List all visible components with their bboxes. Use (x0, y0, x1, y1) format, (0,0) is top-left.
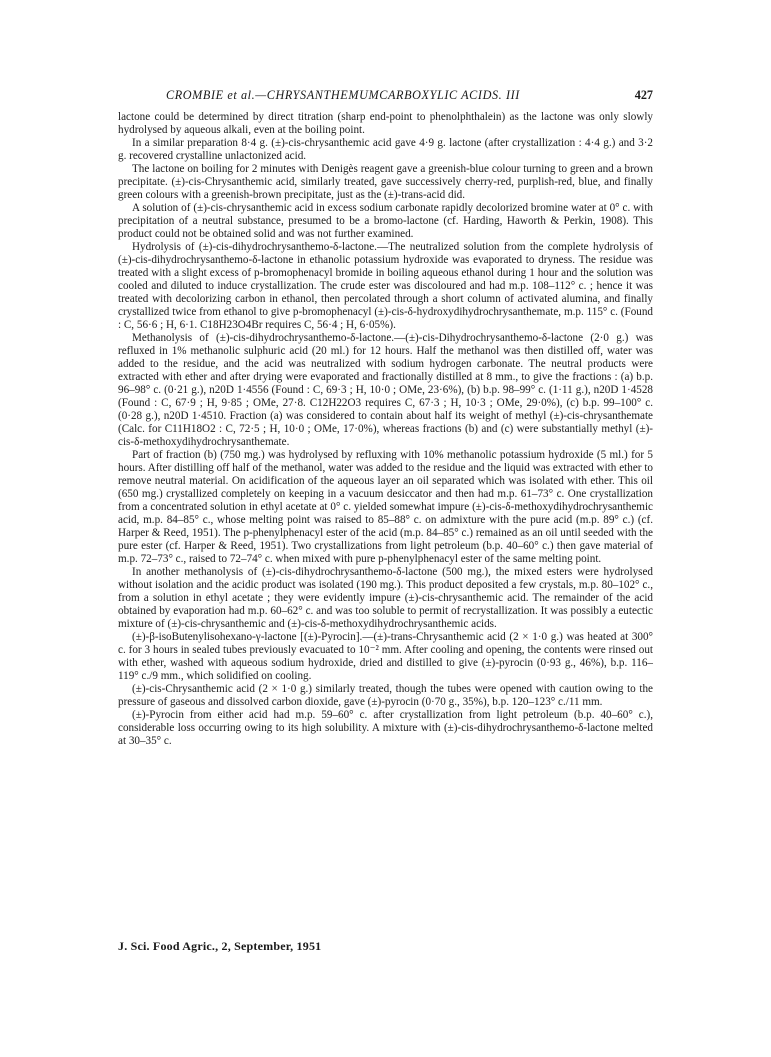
paragraph-pyrocin-mp: (±)-Pyrocin from either acid had m.p. 59–60° c. after crystallization from light petroleum (b.p. 40–60° c.), considerable loss occurring owing to its high solubility. A mixture with (±)-cis-dihydrochrysanthemo-δ-lactone melted at 30–35° c. (118, 709, 653, 747)
running-title: CROMBIE et al.—CHRYSANTHEMUMCARBOXYLIC ACIDS. III (166, 88, 520, 102)
paragraph-methanolysis: Methanolysis of (±)-cis-dihydrochrysanthemo-δ-lactone.—(±)-cis-Dihydrochrysanthemo-δ-lactone (2·0 g.) was refluxed in 1% methanolic sulphuric acid (20 ml.) for 12 hours. Half the methanol was then distilled off, water was added to the residue, and the acid was neutralized with sodium hydrogen carbonate. The neutral products were extracted with ether and after drying were evaporated and fractionally distilled at 8 mm., to give the fractions : (a) b.p. 96–98° c. (0·21 g.), n20D 1·4556 (Found : C, 69·3 ; H, 10·0 ; OMe, 23·6%), (b) b.p. 98–99° c. (1·11 g.), n20D 1·4528 (Found : C, 67·9 ; H, 9·85 ; OMe, 27·8. C12H22O3 requires C, 67·3 ; H, 10·3 ; OMe, 29·0%), (c) b.p. 99–100° c. (0·28 g.), n20D 1·4510. Fraction (a) was considered to contain about half its weight of methyl (±)-cis-chrysanthemate (Calc. for C11H18O2 : C, 72·5 ; H, 10·0 ; OMe, 17·0%), whereas fractions (b) and (c) were substantially methyl (±)-cis-δ-methoxydihydrochrysanthemate. (118, 332, 653, 448)
page-number: 427 (634, 88, 653, 102)
journal-footer: J. Sci. Food Agric., 2, September, 1951 (118, 939, 322, 953)
paragraph-deniges-reagent: The lactone on boiling for 2 minutes with Denigès reagent gave a greenish-blue colour turning to green and a brown precipitate. (±)-cis-Chrysanthemic acid, similarly treated, gave successively cherry-red, purplish-red, blue, and finally green colours with a greenish-brown precipitate, just as the (±)-trans-acid did. (118, 163, 653, 201)
paragraph-hydrolysis: Hydrolysis of (±)-cis-dihydrochrysanthemo-δ-lactone.—The neutralized solution from the complete hydrolysis of (±)-cis-dihydrochrysanthemo-δ-lactone in ethanolic potassium hydroxide was evaporated to dryness. The residue was treated with a slight excess of p-bromophenacyl bromide in boiling aqueous ethanol during 1 hour and the solution was cooled and diluted to induce crystallization. The crude ester was discoloured and had m.p. 108–112° c. ; hence it was treated with decolorizing carbon in ethanol, then percolated through a short column of activated alumina, and finally crystallized twice from ethanol to give p-bromophenacyl (±)-cis-δ-hydroxydihydrochrysanthemate, m.p. 115° c. (Found : C, 56·6 ; H, 6·1. C18H23O4Br requires C, 56·4 ; H, 6·05%). (118, 241, 653, 331)
paragraph-lactone-titration: lactone could be determined by direct titration (sharp end-point to phenolphthalein) as the lactone was only slowly hydrolysed by aqueous alkali, even at the boiling point. (118, 111, 653, 136)
paragraph-cis-acid: (±)-cis-Chrysanthemic acid (2 × 1·0 g.) similarly treated, though the tubes were opened with caution owing to the pressure of gaseous and dissolved carbon dioxide, gave (±)-pyrocin (0·70 g., 35%), b.p. 120–123° c./11 mm. (118, 683, 653, 708)
paragraph-bromine-water: A solution of (±)-cis-chrysanthemic acid in excess sodium carbonate rapidly decolorized bromine water at 0° c. with precipitation of a neutral substance, presumed to be a bromo-lactone (cf. Harding, Haworth & Perkin, 1908). This product could not be obtained solid and was not further examined. (118, 202, 653, 240)
paragraph-fraction-b: Part of fraction (b) (750 mg.) was hydrolysed by refluxing with 10% methanolic potassium hydroxide (5 ml.) for 5 hours. After distilling off half of the methanol, water was added to the residue and the liquid was extracted with ether to remove neutral material. On acidification of the aqueous layer an oil separated which was isolated with ether. This oil (650 mg.) crystallized completely on keeping in a vacuum desiccator and then had m.p. 61–73° c. One crystallization from a concentrated solution in ethyl acetate at 0° c. yielded somewhat impure (±)-cis-δ-methoxydihydrochrysanthemic acid, m.p. 84–85° c., whose melting point was raised to 85–88° c. on admixture with the pure acid (m.p. 89° c.) (cf. Harper & Reed, 1951). The p-phenylphenacyl ester of the acid (m.p. 84–85° c.) remained as an oil until seeded with the pure ester (cf. Harper & Reed, 1951). Two crystallizations from light petroleum (b.p. 40–60° c.) then gave material of m.p. 72–73° c., raised to 72–74° c. when mixed with pure p-phenylphenacyl ester of the same melting point. (118, 449, 653, 565)
paragraph-similar-preparation: In a similar preparation 8·4 g. (±)-cis-chrysanthemic acid gave 4·9 g. lactone (after crystallization : 4·4 g.) and 3·2 g. recovered crystalline unlactonized acid. (118, 137, 653, 162)
paragraph-pyrocin: (±)-β-isoButenylisohexano-γ-lactone [(±)-Pyrocin].—(±)-trans-Chrysanthemic acid (2 × 1·0 g.) was heated at 300° c. for 3 hours in sealed tubes previously evacuated to 10⁻² mm. After cooling and opening, the contents were rinsed out with ether, washed with aqueous sodium hydroxide, dried and distilled to give (±)-pyrocin (0·93 g., 46%), b.p. 116–119° c./9 mm., which solidified on cooling. (118, 631, 653, 682)
body-text (118, 111, 653, 748)
paragraph-another-methanolysis: In another methanolysis of (±)-cis-dihydrochrysanthemo-δ-lactone (500 mg.), the mixed esters were hydrolysed without isolation and the acidic product was isolated (190 mg.). This product deposited a few crystals, m.p. 80–102° c., from a solution in ethyl acetate ; they were evidently impure (±)-cis-chrysanthemic acid. The remainder of the acid obtained by evaporation had m.p. 60–62° c. and was too soluble to permit of recrystallization. It was possibly a eutectic mixture of (±)-cis-chrysanthemic and (±)-cis-δ-methoxydihydrochrysanthemic acids. (118, 566, 653, 630)
running-header (118, 88, 653, 106)
